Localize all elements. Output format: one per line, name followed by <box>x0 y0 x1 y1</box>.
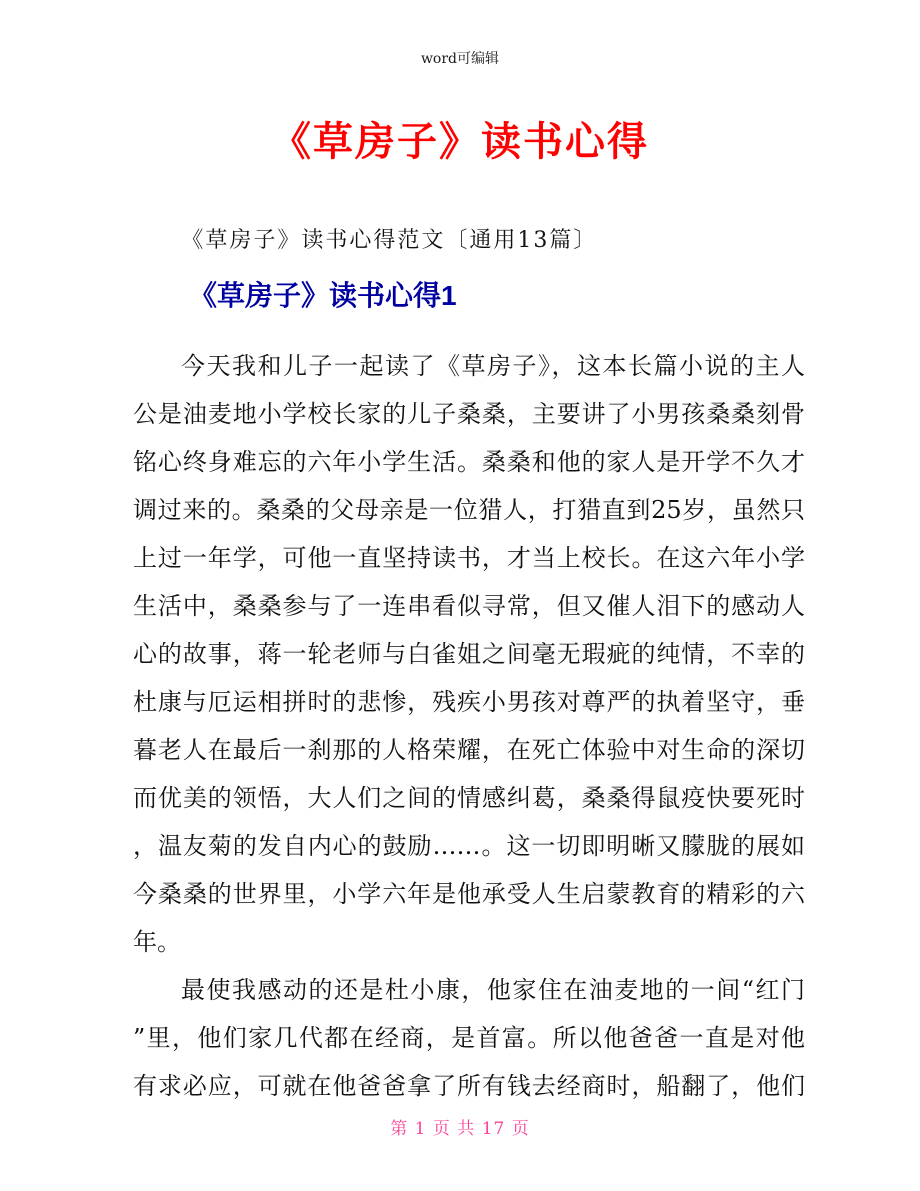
body-line: 铭心终身难忘的六年小学生活。桑桑和他的家人是开学不久才 <box>133 448 805 476</box>
body-line: 上过一年学，可他一直坚持读书，才当上校长。在这六年小学 <box>133 544 805 572</box>
body-line: 调过来的。桑桑的父母亲是一位猎人，打猎直到25岁，虽然只 <box>133 496 805 524</box>
body-line: 最使我感动的还是杜小康，他家住在油麦地的一间“红门 <box>181 976 805 1004</box>
body-line: 今天我和儿子一起读了《草房子》，这本长篇小说的主人 <box>181 352 805 380</box>
body-line: 心的故事，蒋一轮老师与白雀姐之间毫无瑕疵的纯情，不幸的 <box>133 640 805 668</box>
body-line: 杜康与厄运相拼时的悲惨，残疾小男孩对尊严的执着坚守，垂 <box>133 688 805 716</box>
body-line: 年。 <box>133 928 181 956</box>
body-line: ”里，他们家几代都在经商，是首富。所以他爸爸一直是对他 <box>133 1024 805 1052</box>
body-paragraph-1 <box>0 342 920 966</box>
document-title: 《草房子》读书心得 <box>271 120 649 164</box>
body-line: 暮老人在最后一刹那的人格荣耀，在死亡体验中对生命的深切 <box>133 736 805 764</box>
body-line: ，温友菊的发自内心的鼓励……。这一切即明晰又朦胧的展如 <box>133 832 805 860</box>
body-line: 公是油麦地小学校长家的儿子桑桑，主要讲了小男孩桑桑刻骨 <box>133 400 805 428</box>
watermark-text: word可编辑 <box>420 51 500 67</box>
body-line: 有求必应，可就在他爸爸拿了所有钱去经商时，船翻了，他们 <box>133 1072 805 1100</box>
body-line: 而优美的领悟，大人们之间的情感纠葛，桑桑得鼠疫快要死时 <box>133 784 805 812</box>
body-line: 生活中，桑桑参与了一连串看似寻常，但又催人泪下的感动人 <box>133 592 805 620</box>
section-heading: 《草房子》读书心得1 <box>189 280 457 311</box>
body-line: 今桑桑的世界里，小学六年是他承受人生启蒙教育的精彩的六 <box>133 880 805 908</box>
document-subtitle: 《草房子》读书心得范文〔通用13篇〕 <box>181 228 598 253</box>
page-footer: 第 1 页 共 17 页 <box>390 1119 530 1139</box>
body-paragraph-2 <box>0 966 920 1110</box>
